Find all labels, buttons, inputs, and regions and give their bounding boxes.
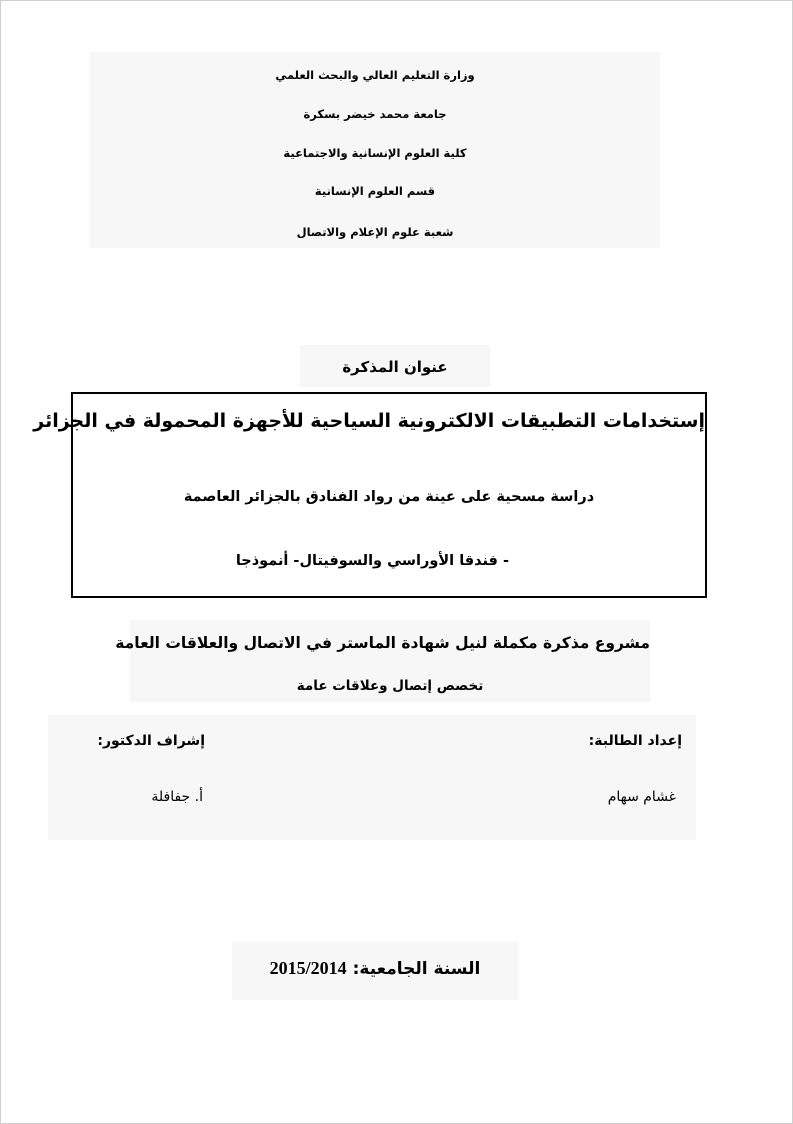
faculty-line: كلية العلوم الإنسانية والاجتماعية bbox=[283, 146, 467, 160]
supervisor-name: أ. جفافلة bbox=[151, 789, 203, 805]
academic-year-value: 2015/2014 bbox=[269, 958, 347, 978]
specialty-line: تخصص إتصال وعلاقات عامة bbox=[296, 678, 484, 694]
thesis-title: إستخدامات التطبيقات الالكترونية السياحية للأجهزة المحمولة في الجزائر bbox=[33, 410, 705, 432]
thesis-subtitle: دراسة مسحية على عينة من رواد الفنادق بالجزائر العاصمة bbox=[183, 489, 595, 505]
branch-line: شعبة علوم الإعلام والاتصال bbox=[296, 225, 454, 239]
student-label: إعداد الطالبة: bbox=[588, 733, 682, 749]
student-name: غشام سهام bbox=[607, 789, 676, 805]
academic-year bbox=[230, 958, 520, 979]
degree-project-line: مشروع مذكرة مكملة لنيل شهادة الماستر في الاتصال والعلاقات العامة bbox=[115, 634, 650, 652]
university-line: جامعة محمد خيضر بسكرة bbox=[303, 107, 447, 121]
department-line: قسم العلوم الإنسانية bbox=[314, 184, 436, 198]
title-label: عنوان المذكرة bbox=[342, 358, 448, 376]
model-line: - فندقا الأوراسي والسوفيتال- أنموذجا bbox=[235, 553, 509, 569]
academic-year-label: السنة الجامعية: bbox=[352, 959, 481, 979]
ministry-line: وزارة التعليم العالي والبحث العلمي bbox=[275, 68, 475, 82]
supervisor-label: إشراف الدكتور: bbox=[97, 733, 205, 749]
title-box bbox=[33, 392, 707, 598]
